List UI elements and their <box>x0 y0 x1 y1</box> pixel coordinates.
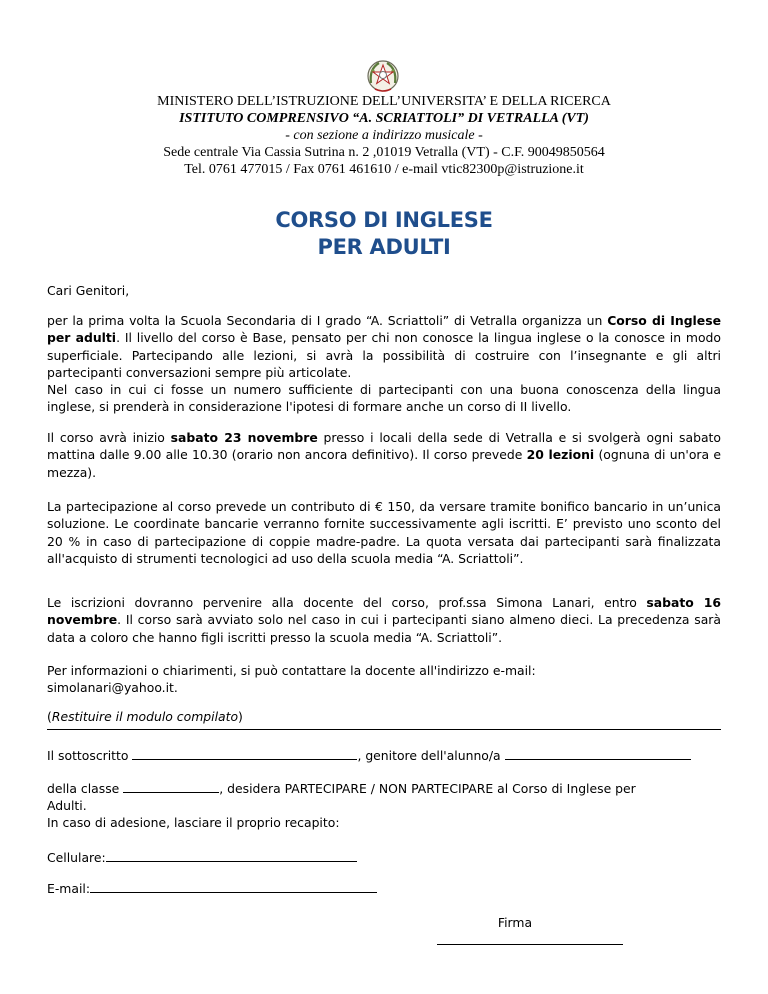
school-name: ISTITUTO COMPRENSIVO “A. SCRIATTOLI” DI VETRALLA (VT) <box>179 111 589 126</box>
paragraph-contact: Per informazioni o chiarimenti, si può contattare la docente all'indirizzo e-mail: simolanari@yahoo.it. <box>47 663 536 696</box>
form-line-parent: Il sottoscritto , genitore dell'alunno/a <box>47 747 691 764</box>
school-contacts: Tel. 0761 477015 / Fax 0761 461610 / e-mail vtic82300p@istruzione.it <box>184 162 584 177</box>
form-line-adults: Adulti. <box>47 798 87 813</box>
signature-label: Firma <box>497 915 533 930</box>
italian-republic-emblem-icon <box>365 57 401 95</box>
page-subtitle: PER ADULTI <box>317 235 451 259</box>
class-field[interactable] <box>123 780 219 793</box>
paragraph-schedule: Il corso avrà inizio sabato 23 novembre presso i locali della sede di Vetralla e si svolgerà ogni sabato mattina dalle 9.00 alle 10.30 (orario non ancora definitivo). Il corso prevede 20 lezioni (ognuna di un'ora e mezza). <box>47 430 721 480</box>
form-line-contact-note: In caso di adesione, lasciare il proprio recapito: <box>47 815 340 830</box>
form-line-phone: Cellulare: <box>47 849 357 866</box>
student-name-field[interactable] <box>505 747 691 760</box>
return-note: (Restituire il modulo compilato) <box>47 709 243 724</box>
email-field[interactable] <box>90 880 377 893</box>
school-section: - con sezione a indirizzo musicale - <box>285 128 483 143</box>
paragraph-intro: per la prima volta la Scuola Secondaria di I grado “A. Scriattoli” di Vetralla organizza un Corso di Inglese per adulti. Il livello del corso è Base, pensato per chi non conosce la lingua inglese o la conosce in modo superficiale. Partecipando alle lezioni, si avrà la possibilità di costruire con l’insegnante e gli altri partecipanti conversazioni sempre più articolate. Nel caso in cui ci fosse un numero sufficiente di partecipanti con una buona conoscenza della lingua inglese, si prenderà in considerazione l'ipotesi di formare anche un corso di II livello. <box>47 313 721 415</box>
page-title: CORSO DI INGLESE <box>275 208 493 232</box>
paragraph-fees: La partecipazione al corso prevede un contributo di € 150, da versare tramite bonifico bancario in un’unica soluzione. Le coordinate bancarie verranno fornite successivamente agli iscritti. E’ previsto uno sconto del 20 % in caso di partecipazione di coppie madre-padre. La quota versata dai partecipanti sarà finalizzata all'acquisto di strumenti tecnologici ad uso della scuola media “A. Scriattoli”. <box>47 499 721 566</box>
greeting: Cari Genitori, <box>47 283 130 298</box>
form-line-email: E-mail: <box>47 880 377 897</box>
signature-field[interactable] <box>437 944 623 945</box>
section-divider <box>47 729 721 730</box>
school-address: Sede centrale Via Cassia Sutrina n. 2 ,01019 Vetralla (VT) - C.F. 90049850564 <box>163 145 605 160</box>
paragraph-enrollment: Le iscrizioni dovranno pervenire alla docente del corso, prof.ssa Simona Lanari, entro sabato 16 novembre. Il corso sarà avviato solo nel caso in cui i partecipanti siano almeno dieci. La precedenza sarà data a coloro che hanno figli iscritti presso la scuola media “A. Scriattoli”. <box>47 595 721 645</box>
parent-name-field[interactable] <box>132 747 357 760</box>
form-line-class: della classe , desidera PARTECIPARE / NON PARTECIPARE al Corso di Inglese per <box>47 781 636 796</box>
phone-field[interactable] <box>106 849 357 862</box>
ministry-name: MINISTERO DELL’ISTRUZIONE DELL’UNIVERSITA’ E DELLA RICERCA <box>157 94 611 109</box>
